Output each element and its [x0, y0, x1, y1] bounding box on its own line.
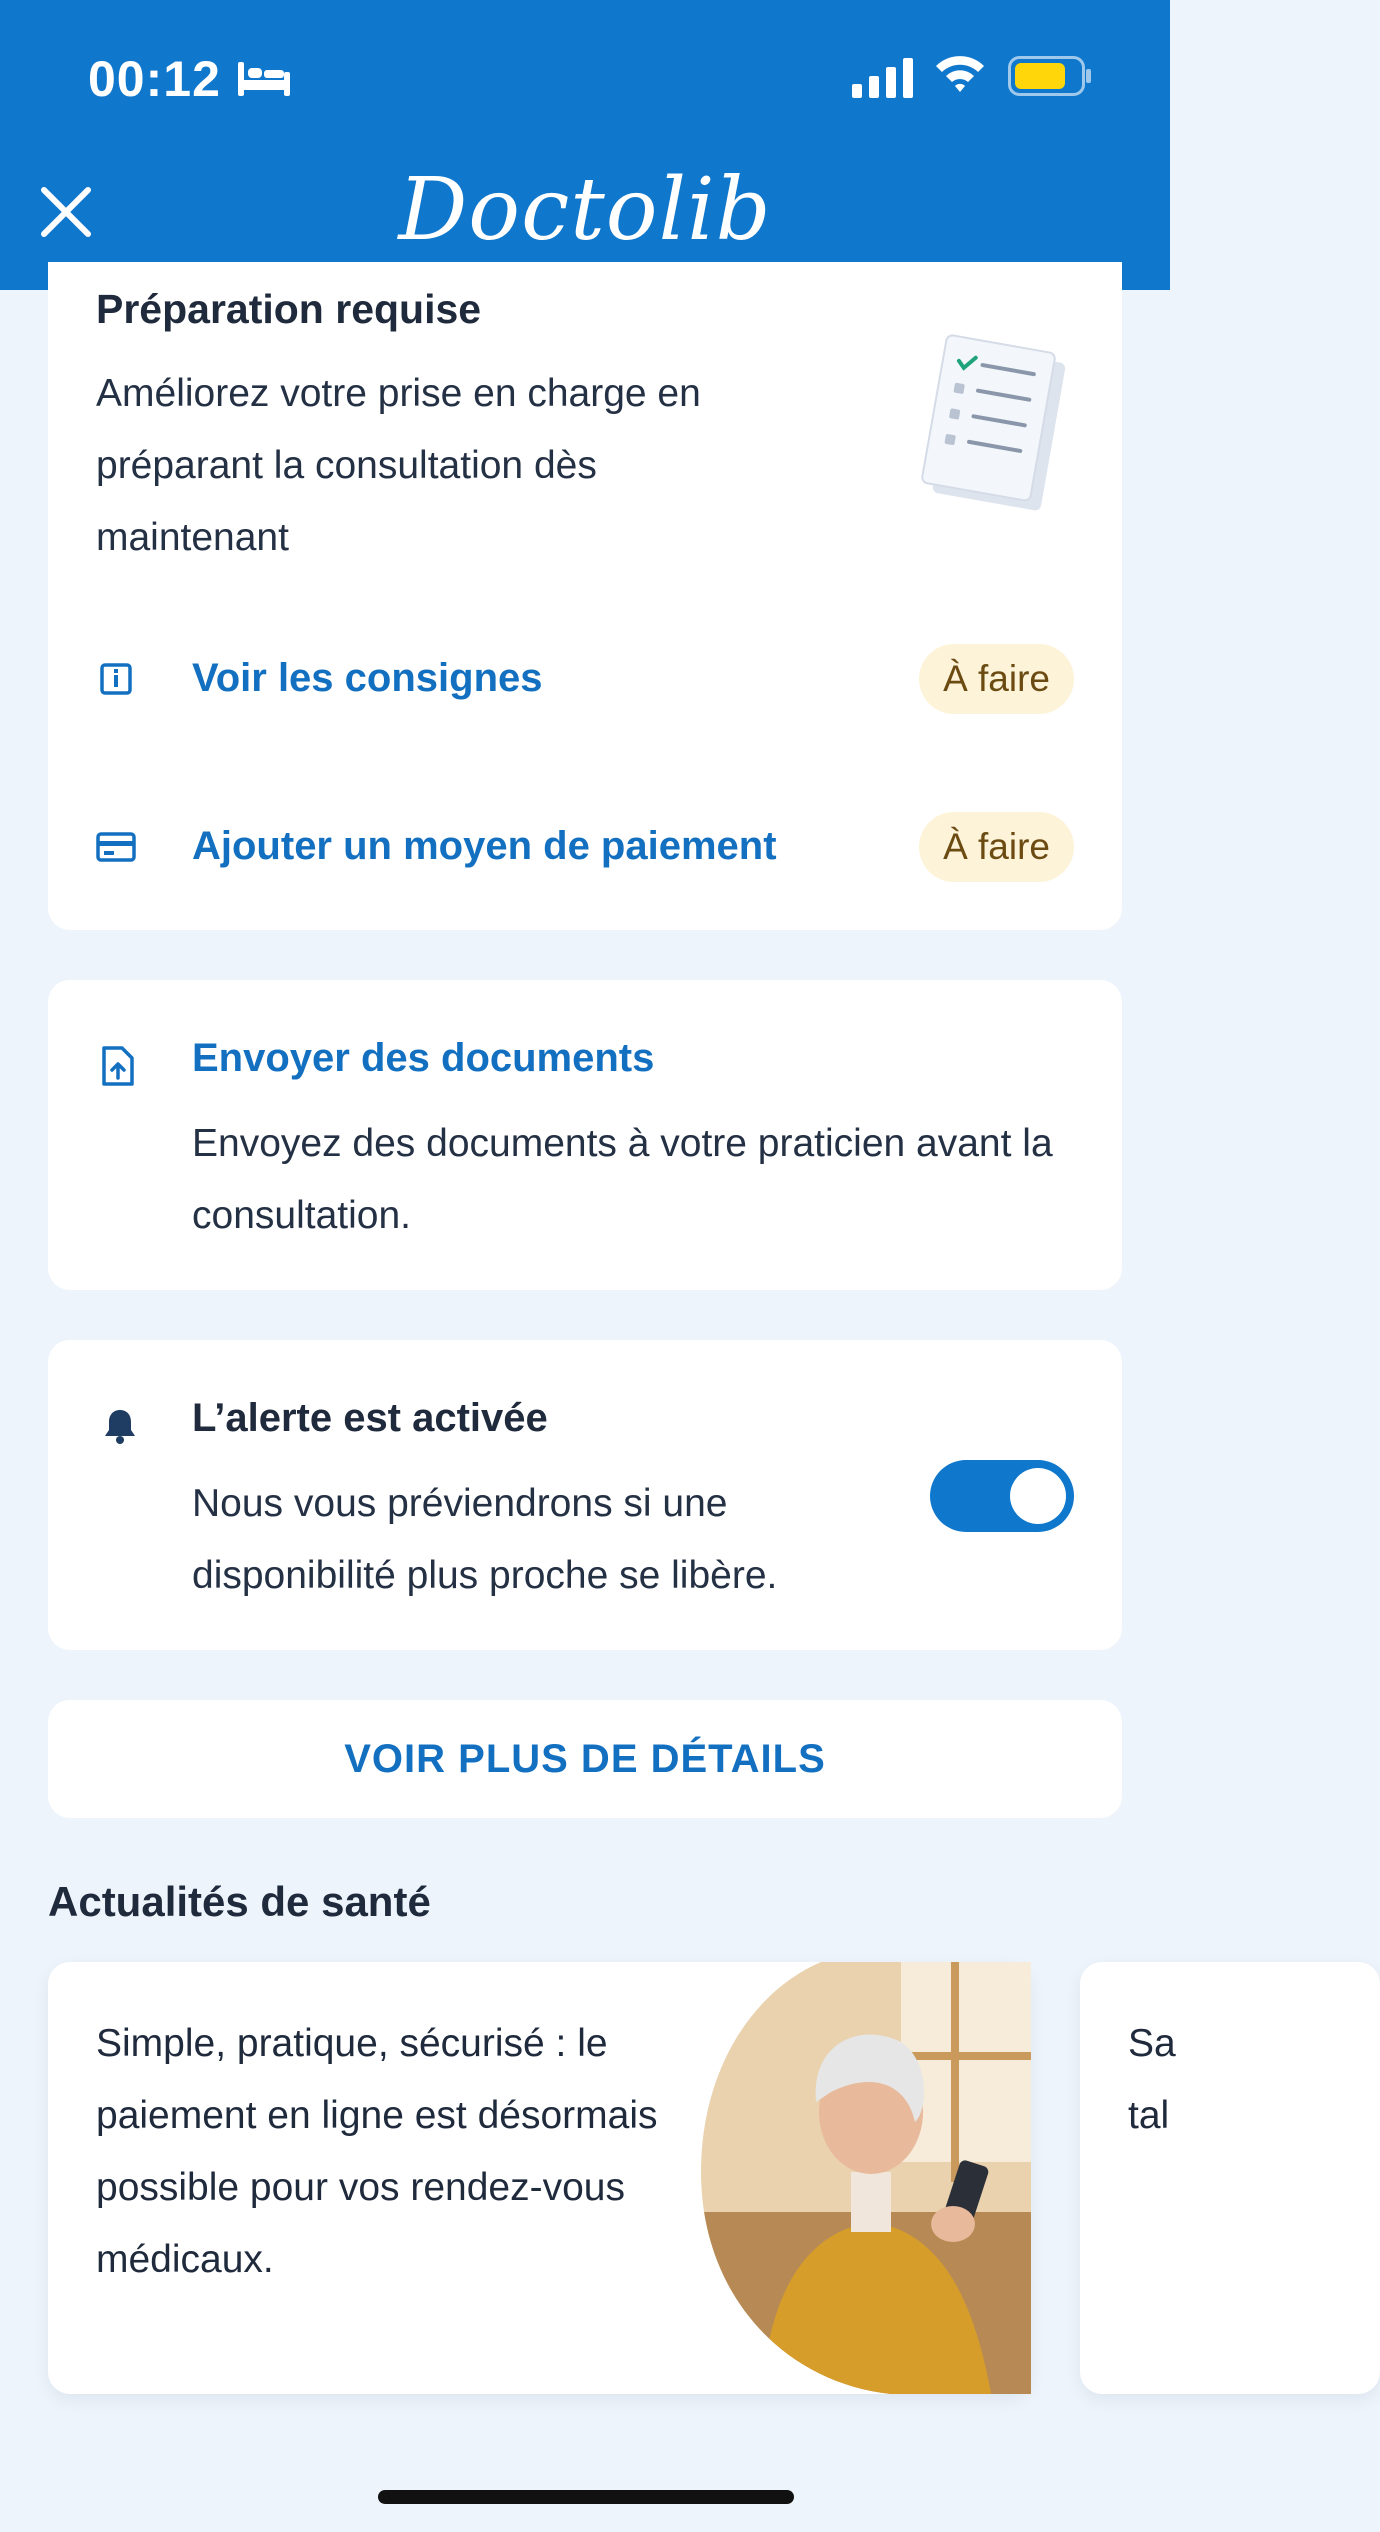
- send-documents-description: Envoyez des documents à votre praticien avant la consultation.: [192, 1122, 1053, 1237]
- preparation-card: [48, 262, 1122, 930]
- availability-alert-card: [48, 1340, 1122, 1650]
- alert-title: L’alerte est activée: [192, 1396, 548, 1440]
- todo-badge: À faire: [919, 644, 1074, 714]
- preparation-title: Préparation requise: [96, 286, 482, 332]
- status-bar: [0, 0, 1170, 150]
- cellular-signal-icon: [852, 56, 914, 98]
- home-indicator[interactable]: [378, 2490, 794, 2504]
- instructions-row[interactable]: [48, 634, 1122, 724]
- alert-toggle[interactable]: [930, 1460, 1074, 1532]
- alert-description: Nous vous préviendrons si une disponibilité plus proche se libère.: [192, 1482, 778, 1597]
- todo-badge: À faire: [919, 812, 1074, 882]
- close-icon: [30, 176, 102, 248]
- send-documents-card[interactable]: [48, 980, 1122, 1290]
- instructions-link[interactable]: Voir les consignes: [192, 656, 543, 700]
- toggle-knob: [1010, 1468, 1066, 1524]
- status-time: 00:12: [88, 51, 221, 107]
- battery-icon: [1008, 56, 1092, 96]
- close-button[interactable]: [30, 176, 102, 248]
- credit-card-icon: [96, 829, 136, 865]
- news-card-text: Sa tal: [1128, 2022, 1176, 2137]
- info-icon: [96, 661, 136, 697]
- add-payment-link[interactable]: Ajouter un moyen de paiement: [192, 824, 777, 868]
- documents-illustration: [914, 332, 1074, 522]
- bell-icon: [100, 1406, 140, 1446]
- see-more-details-button[interactable]: VOIR PLUS DE DÉTAILS: [48, 1700, 1122, 1818]
- news-card[interactable]: [48, 1962, 1031, 2394]
- upload-document-icon: [100, 1044, 136, 1088]
- send-documents-title[interactable]: Envoyer des documents: [192, 1036, 655, 1080]
- health-news-title: Actualités de santé: [48, 1878, 431, 1925]
- news-card[interactable]: [1080, 1962, 1380, 2394]
- woman-using-phone-photo: [701, 1962, 1031, 2394]
- preparation-description: Améliorez votre prise en charge en préparant la consultation dès maintenant: [96, 372, 701, 559]
- wifi-icon: [932, 50, 988, 98]
- health-news-carousel[interactable]: [0, 1962, 1176, 2432]
- payment-row[interactable]: [48, 802, 1122, 892]
- app-header: [0, 0, 1170, 290]
- sleep-mode-icon: [236, 58, 292, 98]
- doctolib-logo: Doctolib: [398, 160, 772, 260]
- news-card-text: Simple, pratique, sécurisé : le paiement en ligne est désormais possible pour vos rendez-vous médicaux.: [96, 2022, 658, 2281]
